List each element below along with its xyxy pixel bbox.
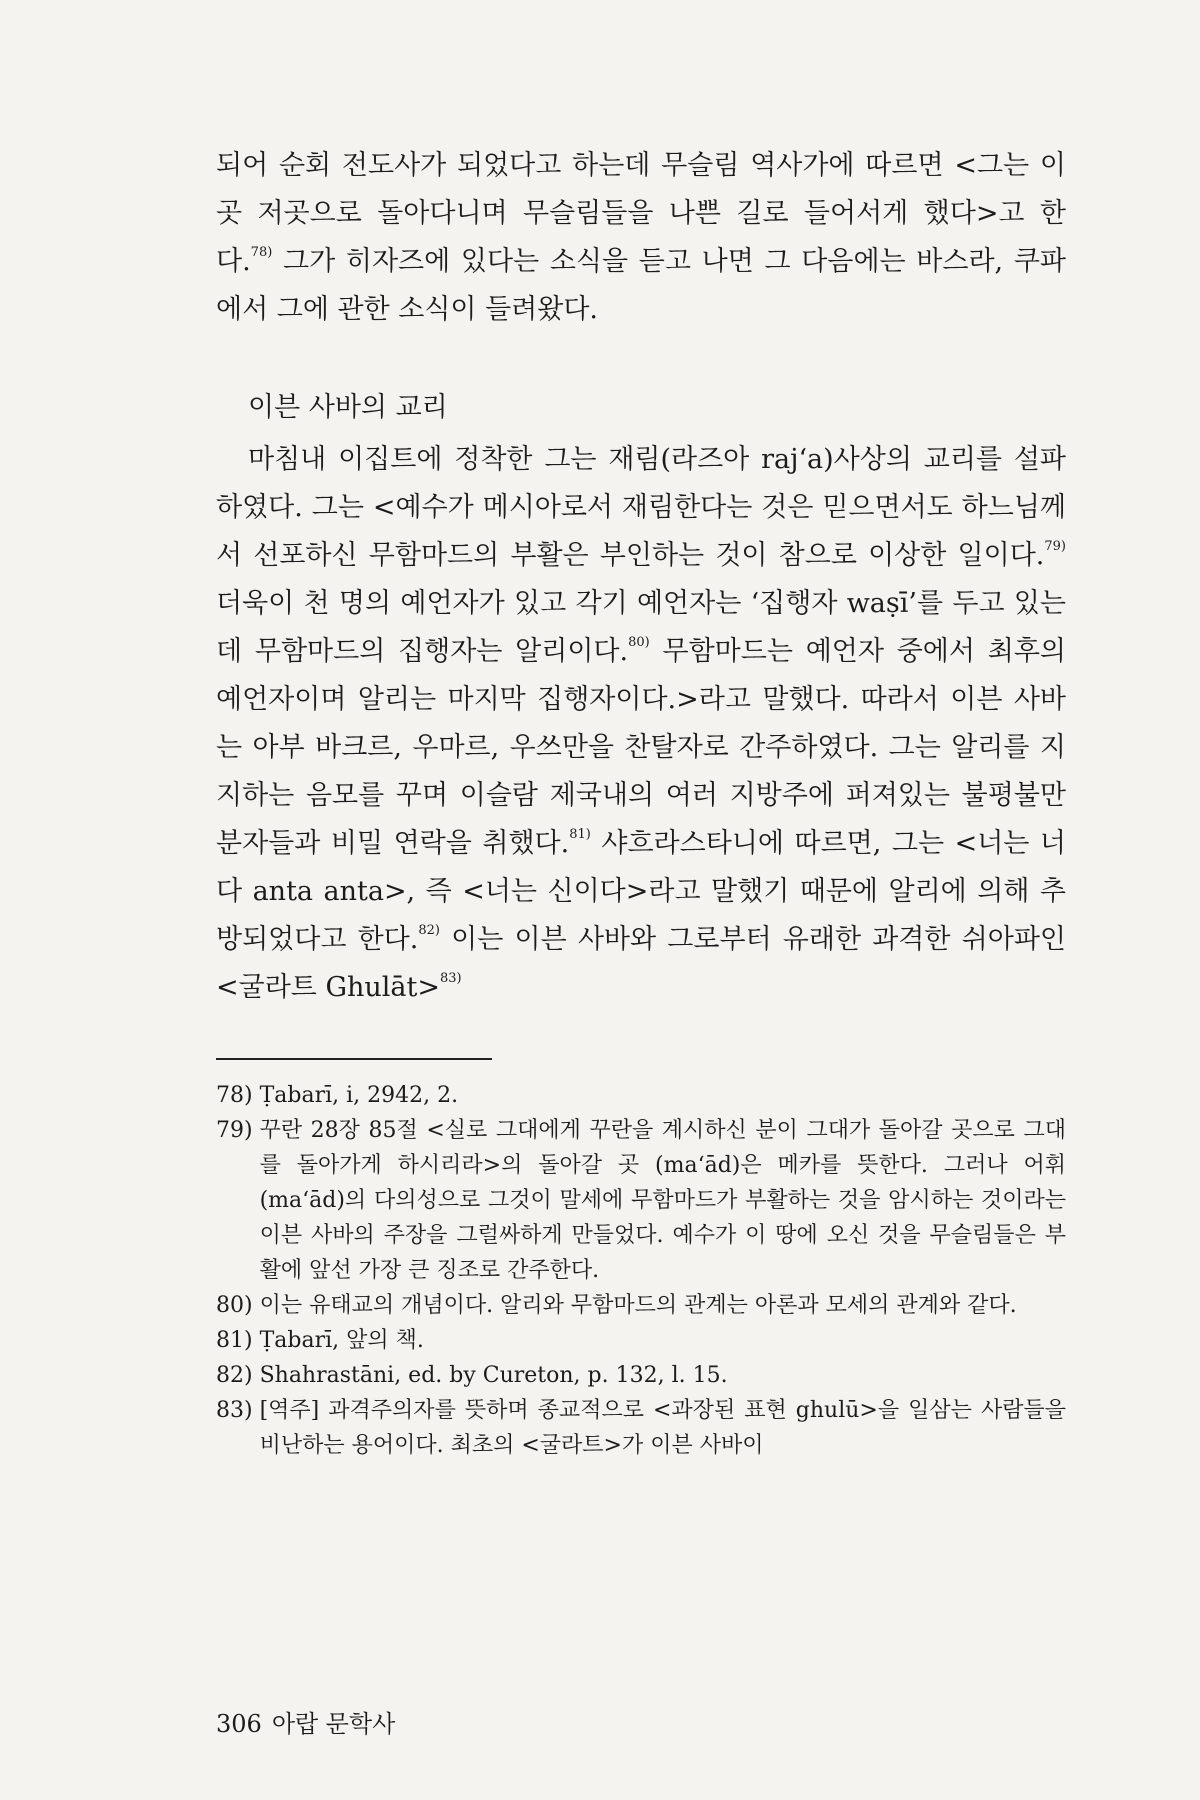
footnote-text: 이는 유태교의 개념이다. 알리와 무함마드의 관계는 아론과 모세의 관계와 같다. <box>259 1293 1017 1318</box>
paragraph-2-sentence-2: 더욱이 천 명의 예언자가 있고 각기 예언자는 ‘집행자 waṣī’를 두고 있는데 무함마드의 집행자는 알리이다. <box>216 588 1066 667</box>
footnote-text: 꾸란 28장 85절 <실로 그대에게 꾸란을 계시하신 분이 그대가 돌아갈 곳으로 그대를 돌아가게 하시리라>의 돌아갈 곳 (ma‘ād)은 메카를 뜻한다. 그러나 어휘(ma‘ād)의 다의성으로 그것이 말세에 무함마드가 부활하는 것을 암시하는 것이라는 이븐 사바의 주장을 그럴싸하게 만들었다. 예수가 이 땅에 오신 것을 무슬림들은 부활에 앞선 가장 큰 징조로 간주한다. <box>259 1118 1066 1283</box>
footnote-ref-83: 83) <box>440 971 462 986</box>
footnote-number: 81) <box>216 1328 260 1353</box>
footnote-number: 80) <box>216 1293 260 1318</box>
footnote-text: Ṭabarī, i, 2942, 2. <box>259 1083 459 1108</box>
footnote-number: 83) <box>216 1398 260 1423</box>
footnote-divider <box>216 1058 492 1060</box>
paragraph-2-sentence-4: 샤흐라스타니에 따르면, 그는 <너는 너다 anta anta>, 즉 <너는 신이다>라고 말했기 때문에 알리에 의해 추방되었다고 한다. <box>216 828 1066 955</box>
paragraph-2-sentence-5: 이는 이븐 사바와 그로부터 유래한 과격한 쉬아파인 <굴라트 Ghulāt> <box>216 924 1066 1003</box>
footnote-number: 82) <box>216 1363 260 1388</box>
page-number: 306 <box>216 1710 262 1738</box>
footnote-ref-79: 79) <box>1044 539 1066 554</box>
paragraph-2-sentence-1: 마침내 이집트에 정착한 그는 재림(라즈아 raj‘a)사상의 교리를 설파하였다. 그는 <예수가 메시아로서 재림한다는 것은 믿으면서도 하느님께서 선포하신 무함마드의 부활은 부인하는 것이 참으로 이상한 일이다. <box>216 444 1066 571</box>
footnote-text: Shahrastāni, ed. by Cureton, p. 132, l. 15. <box>259 1363 728 1388</box>
footnote-82 <box>216 1358 1066 1393</box>
footnote-83 <box>216 1393 1066 1463</box>
footnote-ref-82: 82) <box>418 923 440 938</box>
footnote-80 <box>216 1288 1066 1323</box>
footnotes <box>216 1078 1066 1463</box>
footnote-79 <box>216 1113 1066 1288</box>
footnote-number: 78) <box>216 1083 260 1108</box>
running-title: 아랍 문학사 <box>271 1710 396 1738</box>
footnote-78 <box>216 1078 1066 1113</box>
paragraph-1-text: 되어 순회 전도사가 되었다고 하는데 무슬림 역사가에 따르면 <그는 이곳 저곳으로 돌아다니며 무슬림들을 나쁜 길로 들어서게 했다>고 한다. <box>216 150 1066 277</box>
paragraph-2 <box>216 436 1066 1012</box>
section-heading: 이븐 사바의 교리 <box>248 392 448 423</box>
footnote-ref-81: 81) <box>569 827 591 842</box>
footnote-81 <box>216 1323 1066 1358</box>
footnote-ref-80: 80) <box>628 635 650 650</box>
footnote-ref-78: 78) <box>250 245 273 260</box>
footnote-text: Ṭabarī, 앞의 책. <box>259 1328 424 1353</box>
footnote-text: [역주] 과격주의자를 뜻하며 종교적으로 <과장된 표현 ghulū>을 일삼는 사람들을 비난하는 용어이다. 최초의 <굴라트>가 이븐 사바이 <box>259 1398 1066 1458</box>
paragraph-1-text-continued: 그가 히자즈에 있다는 소식을 듣고 나면 그 다음에는 바스라, 쿠파에서 그에 관한 소식이 들려왔다. <box>216 246 1066 325</box>
page-footer <box>216 1708 395 1740</box>
paragraph-1 <box>216 142 1066 334</box>
paragraph-2-sentence-3: 무함마드는 예언자 중에서 최후의 예언자이며 알리는 마지막 집행자이다.>라고 말했다. 따라서 이븐 사바는 아부 바크르, 우마르, 우쓰만을 찬탈자로 간주하였다. 그는 알리를 지지하는 음모를 꾸며 이슬람 제국내의 여러 지방주에 퍼져있는 불평불만 분자들과 비밀 연락을 취했다. <box>216 636 1066 859</box>
footnote-number: 79) <box>216 1118 260 1143</box>
